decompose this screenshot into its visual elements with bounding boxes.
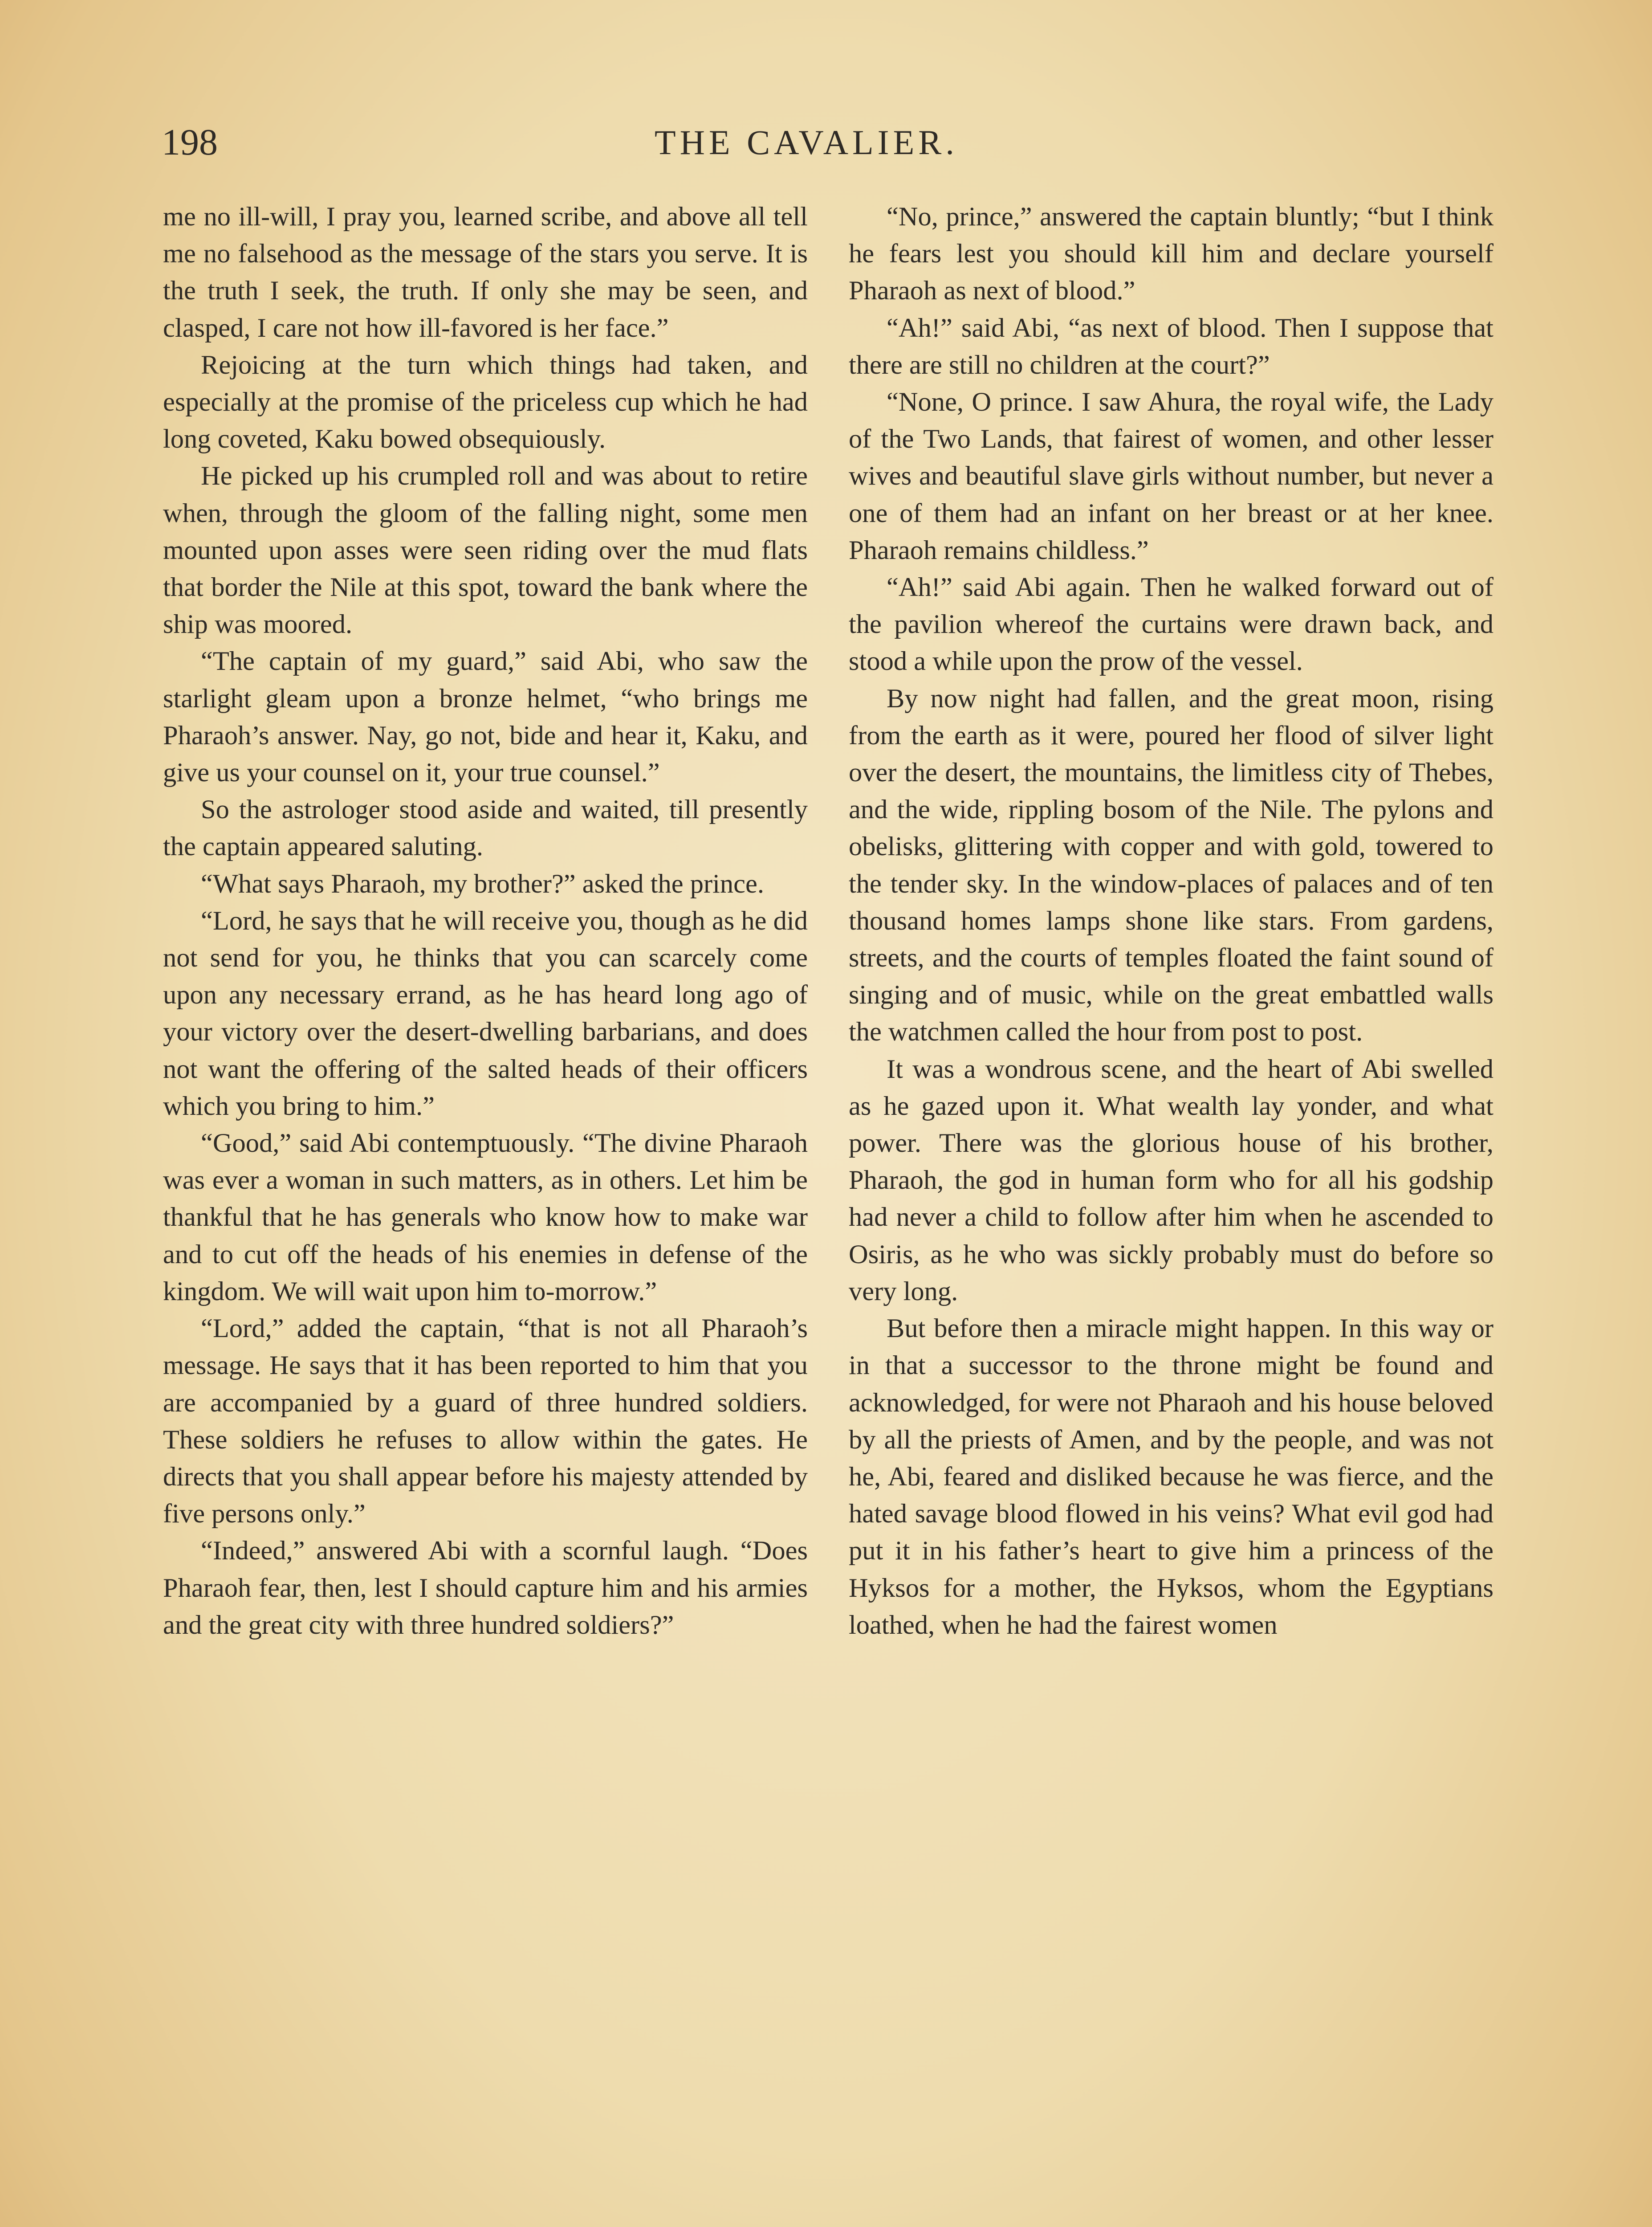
paragraph: “The captain of my guard,” said Abi, who saw the starlight gleam upon a bronze helmet, “who brings me Pharaoh’s answer. Nay, go not, bide and hear it, Kaku, and give us your counsel on it, your true counsel.” [163,646,808,788]
left-column [163,198,808,1644]
paragraph: “What says Pharaoh, my brother?” asked the prince. [201,869,764,899]
paragraph: He picked up his crumpled roll and was about to retire when, through the gloom of the falling night, some men mounted upon asses were seen riding over the mud flats that border the Nile at this spot, toward the bank where the ship was moored. [163,461,808,640]
paragraph: So the astrologer stood aside and waited, till presently the captain appeared saluting. [163,795,808,862]
paragraph: “Indeed,” answered Abi with a scornful laugh. “Does Pharaoh fear, then, lest I should capture him and his armies and the great city with three hundred soldiers?” [163,1536,808,1640]
running-head: THE CAVALIER. [655,123,958,162]
paragraph: “No, prince,” answered the captain bluntly; “but I think he fears lest you should kill him and declare yourself Pharaoh as next of blood.” [849,202,1493,306]
paragraph: “Good,” said Abi contemptuously. “The divine Pharaoh was ever a woman in such matters, as in others. Let him be thankful that he has generals who know how to make war and to cut off the heads of his enemies in defense of the kingdom. We will wait upon him to-morrow.” [163,1128,808,1306]
right-column [849,198,1493,1644]
paragraph: “None, O prince. I saw Ahura, the royal wife, the Lady of the Two Lands, that fairest of women, and other lesser wives and beautiful slave girls without number, but never a one of them had an infant on her breast or at her knee. Pharaoh remains childless.” [849,387,1493,565]
paragraph: It was a wondrous scene, and the heart of Abi swelled as he gazed upon it. What wealth lay yonder, and what power. There was the glorious house of his brother, Pharaoh, the god in human form who for all his godship had never a child to follow after him when he ascended to Osiris, as he who was sickly probably must do before so very long. [849,1054,1493,1306]
paragraph: “Lord,” added the captain, “that is not all Pharaoh’s message. He says that it has been reported to him that you are accompanied by a guard of three hundred soldiers. These soldiers he refuses to allow within the gates. He directs that you shall appear before his majesty attended by five persons only.” [163,1313,808,1529]
paragraph: “Ah!” said Abi again. Then he walked forward out of the pavilion whereof the curtains were drawn back, and stood a while upon the prow of the vessel. [849,572,1493,677]
paragraph: But before then a miracle might happen. In this way or in that a successor to the throne might be found and acknowledged, for were not Pharaoh and his house beloved by all the priests of Amen, and by the people, and was not he, Abi, feared and disliked because he was fierce, and the hated savage blood flowed in his veins? What evil god had put it in his father’s heart to give him a princess of the Hyksos for a mother, the Hyksos, whom the Egyptians loathed, when he had the fairest women [849,1313,1493,1640]
page-number: 198 [162,122,218,163]
paragraph: “Ah!” said Abi, “as next of blood. Then I suppose that there are still no children at the court?” [849,313,1493,380]
paragraph: “Lord, he says that he will receive you, though as he did not send for you, he thinks that you can scarcely come upon any necessary errand, as he has heard long ago of your victory over the desert-dwelling barbarians, and does not want the offering of the salted heads of their officers which you bring to him.” [163,905,808,1121]
paragraph: By now night had fallen, and the great moon, rising from the earth as it were, poured her flood of silver light over the desert, the mountains, the limitless city of Thebes, and the wide, rippling bosom of the Nile. The pylons and obelisks, glittering with copper and with gold, towered to the tender sky. In the window-places of palaces and of ten thousand homes lamps shone like stars. From gardens, streets, and the courts of temples floated the faint sound of singing and of music, while on the great embattled walls the watchmen called the hour from post to post. [849,683,1493,1047]
paragraph: me no ill-will, I pray you, learned scribe, and above all tell me no falsehood as the message of the stars you serve. It is the truth I seek, the truth. If only she may be seen, and clasped, I care not how ill-favored is her face.” [163,202,808,343]
paragraph: Rejoicing at the turn which things had taken, and especially at the promise of the priceless cup which he had long coveted, Kaku bowed obsequiously. [163,350,808,454]
